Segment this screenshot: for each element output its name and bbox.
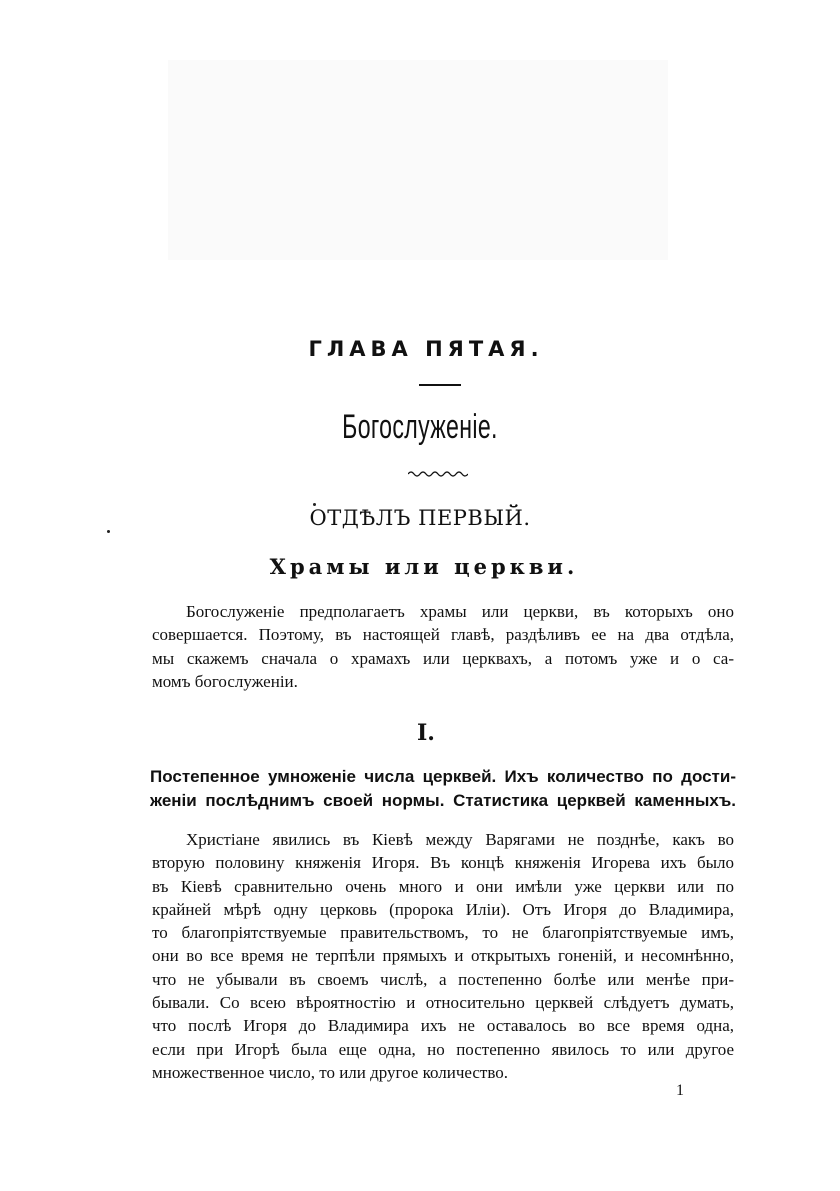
text-line: если при Игорѣ была еще одна, но постепенно явилось то или другое <box>152 1039 734 1059</box>
text-line: что не убывали въ своемъ числѣ, а постепенно болѣе или менѣе при- <box>152 969 734 989</box>
text-line: они во все время не терпѣли прямыхъ и открытыхъ гоненій, и несомнѣнно, <box>152 946 734 966</box>
text-line: вторую половину княженія Игоря. Въ концѣ княженія Игорева ихъ было <box>152 853 734 873</box>
department-title: ОТДѢЛЪ ПЕРВЫЙ. <box>309 506 531 530</box>
text-line: въ Кіевѣ сравнительно очень много и они имѣли уже церкви или по <box>152 876 734 896</box>
wavy-divider <box>408 470 468 478</box>
text-line: то благопріятствуемые правительствомъ, то не благопріятствуемые имъ, <box>152 923 734 943</box>
heading-line: женіи послѣднимъ своей нормы. Статистика церквей каменныхъ. <box>150 791 736 810</box>
text-line: крайней мѣрѣ одну церковь (пророка Иліи). Отъ Игоря до Владимира, <box>152 899 734 919</box>
text-line: совершается. Поэтому, въ настоящей главѣ, раздѣливъ ее на два отдѣла, <box>152 625 734 645</box>
intro-paragraph <box>152 600 734 693</box>
text-line: мы скажемъ сначала о храмахъ или церквахъ, а потомъ уже и о са- <box>152 648 734 668</box>
text-line: Богослуженіе предполагаетъ храмы или церкви, въ которыхъ оно <box>186 602 734 621</box>
part-numeral: I. <box>417 720 435 746</box>
page-number: 1 <box>676 1082 684 1099</box>
part-heading <box>150 765 736 813</box>
text-line: бывали. Со всею вѣроятностію и относительно церквей слѣдуетъ думать, <box>152 993 734 1013</box>
page-discoloration <box>168 60 668 260</box>
department-subtitle: Храмы или церкви. <box>269 554 579 579</box>
text-line: что послѣ Игоря до Владимира ихъ не оставалось во все время одна, <box>152 1016 734 1036</box>
ink-speck <box>313 503 316 506</box>
body-paragraph <box>152 828 734 1084</box>
text-line: момъ богослуженіи. <box>152 671 298 691</box>
section-title: Богослуженіе. <box>342 408 498 446</box>
heading-line: Постепенное умноженіе числа церквей. Ихъ количество по дости- <box>150 767 736 786</box>
chapter-title: ГЛАВА ПЯТАЯ. <box>308 337 544 361</box>
ink-speck <box>107 530 110 533</box>
title-rule <box>419 384 461 386</box>
text-line: множественное число, то или другое количество. <box>152 1062 509 1082</box>
text-line: Христіане явились въ Кіевѣ между Варягами не позднѣе, какъ во <box>186 830 734 849</box>
